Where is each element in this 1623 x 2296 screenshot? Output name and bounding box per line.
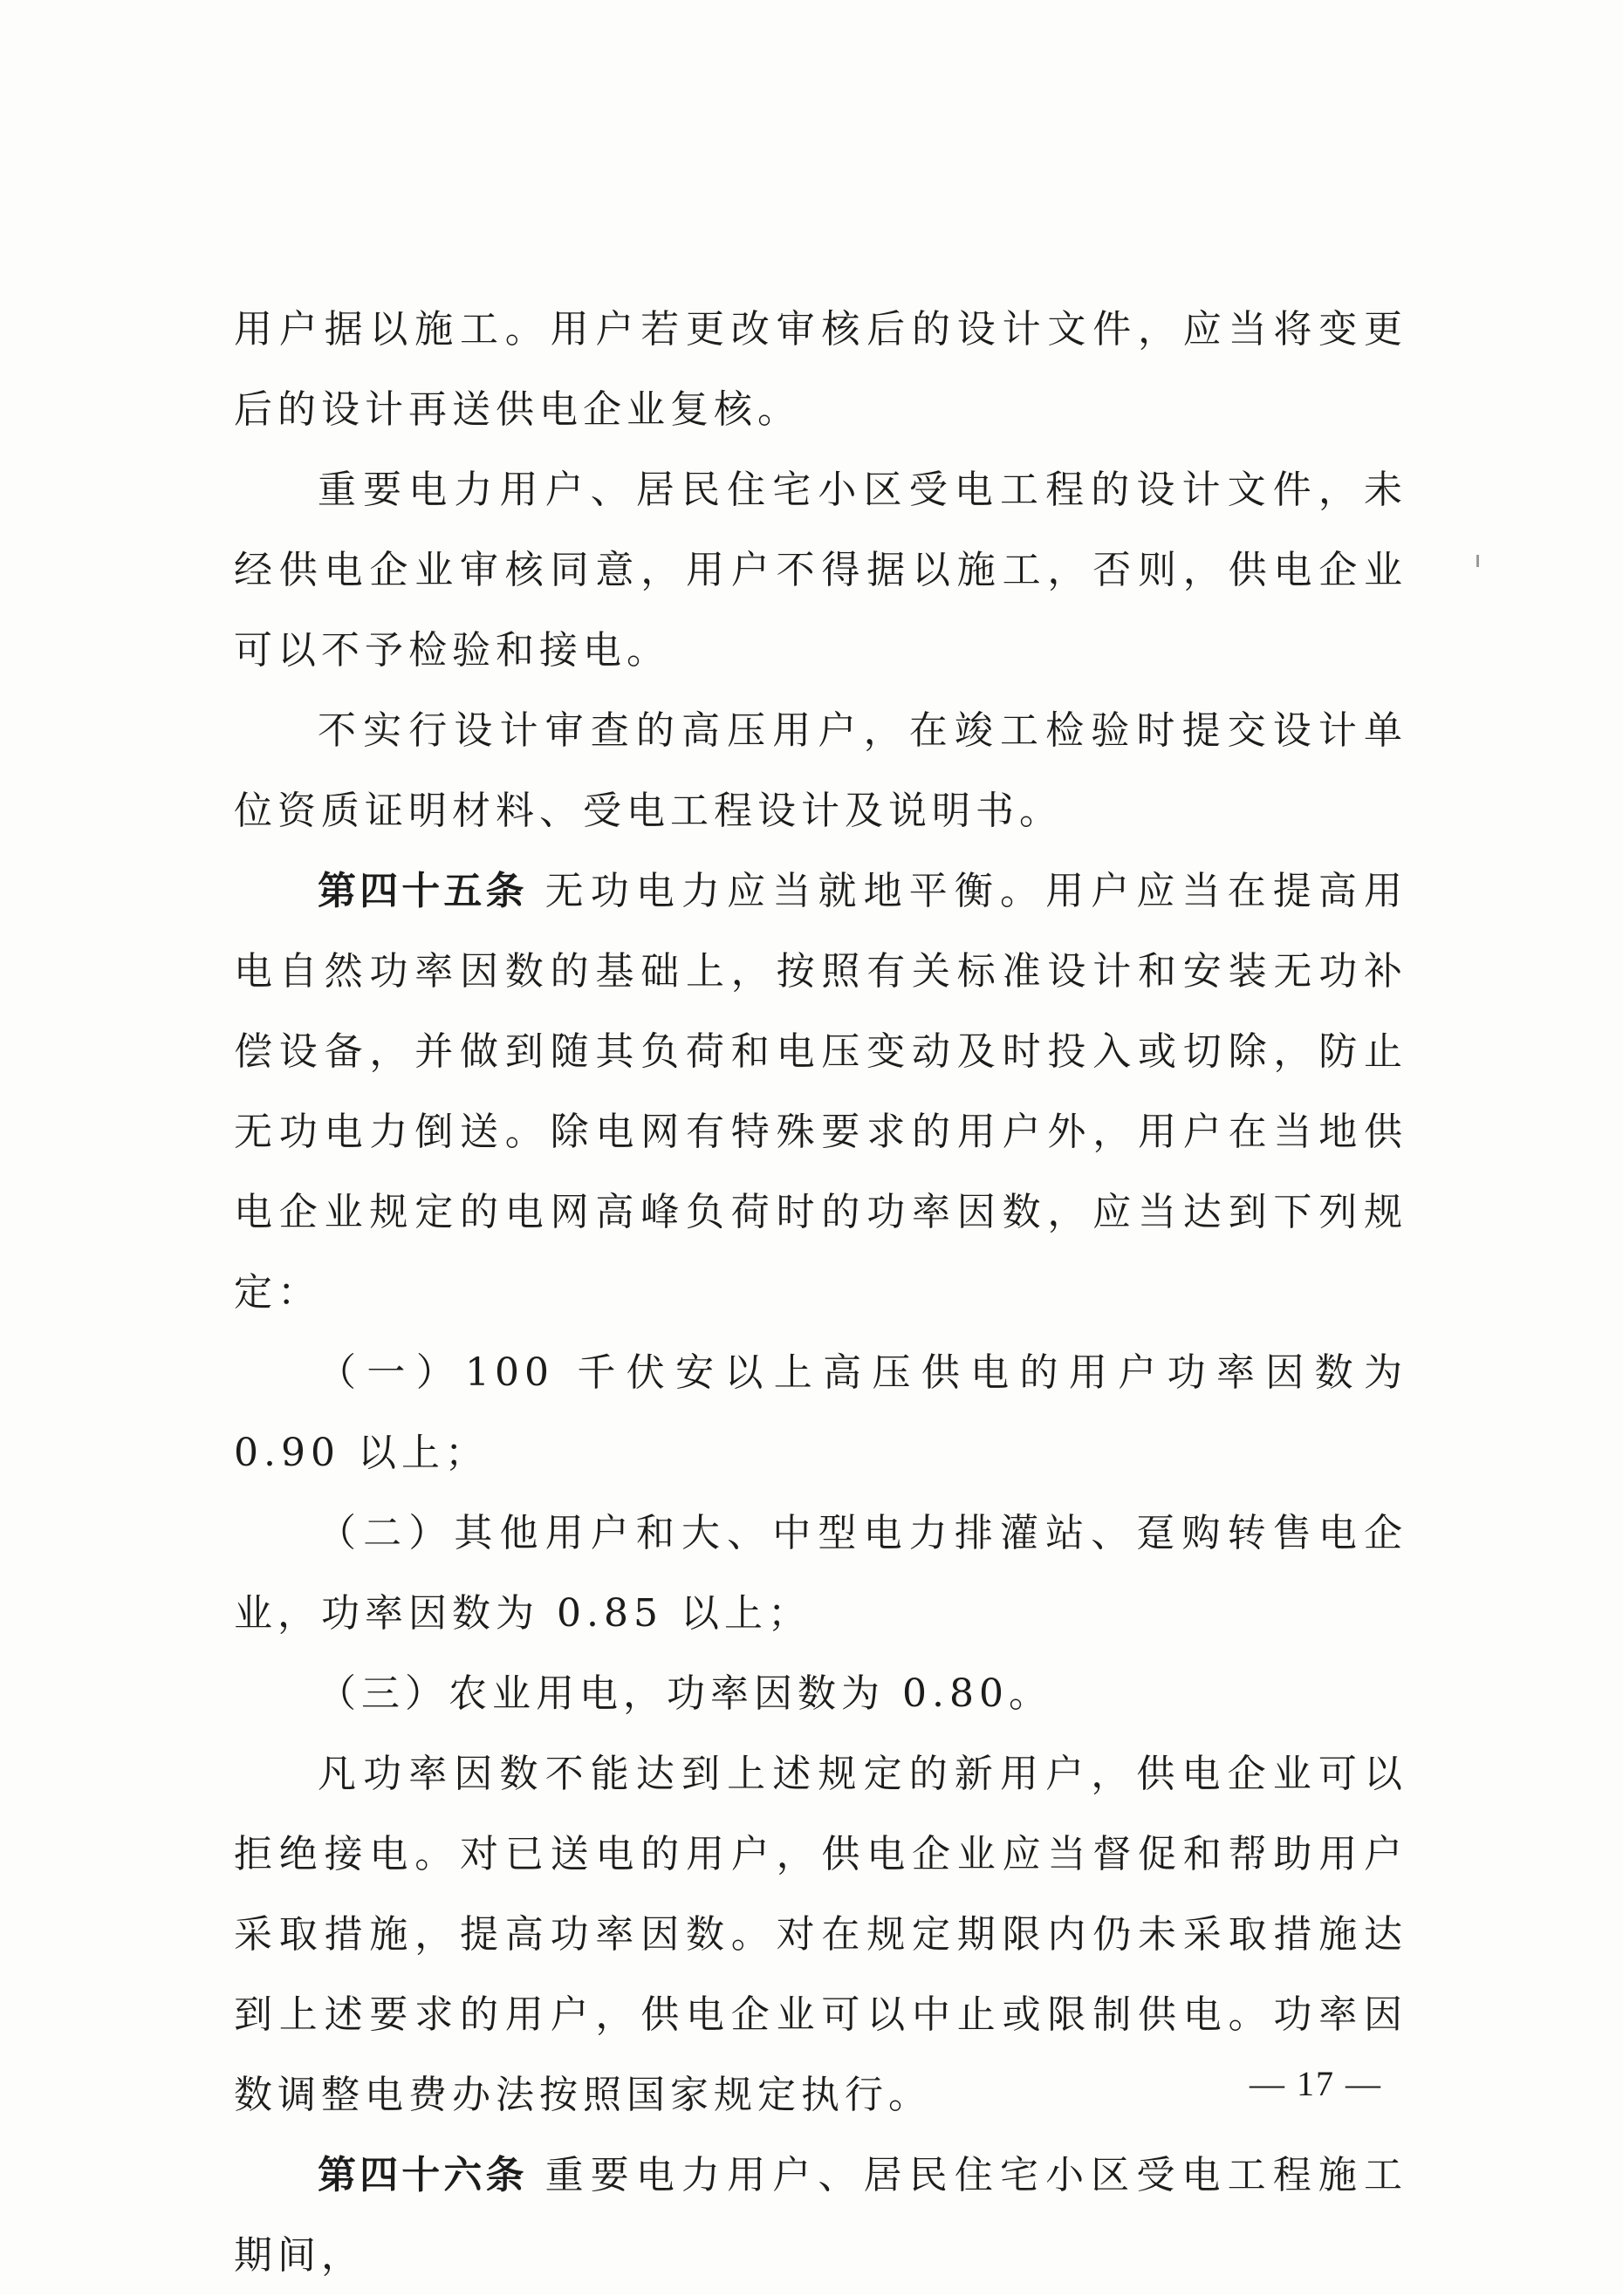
paragraph-text: （三）农业用电，功率因数为 0.80。 (318, 1671, 1052, 1716)
paragraph-text: 用户据以施工。用户若更改审核后的设计文件，应当将变更后的设计再送供电企业复核。 (234, 307, 1407, 432)
paragraph (234, 691, 1407, 851)
list-item (234, 1333, 1407, 1493)
article-paragraph (234, 2135, 1407, 2296)
paragraph (234, 450, 1407, 691)
paragraph-text: 重要电力用户、居民住宅小区受电工程施工期间， (234, 2153, 1408, 2278)
body-text (234, 290, 1407, 2296)
paragraph-text: 重要电力用户、居民住宅小区受电工程的设计文件，未经供电企业审核同意，用户不得据以施工，否则，供电企业可以不予检验和接电。 (234, 468, 1407, 673)
article-number: 第四十六条 (318, 2153, 528, 2197)
scan-artifact (1476, 555, 1479, 567)
list-item (234, 1493, 1407, 1654)
article-number: 第四十五条 (318, 869, 528, 913)
paragraph (234, 1734, 1407, 2135)
list-item (234, 1654, 1407, 1734)
paragraph-text: （二）其他用户和大、中型电力排灌站、趸购转售电企业，功率因数为 0.85 以上； (234, 1511, 1407, 1636)
paragraph-text: （一）100 千伏安以上高压供电的用户功率因数为 0.90 以上； (234, 1350, 1407, 1475)
paragraph-text: 无功电力应当就地平衡。用户应当在提高用电自然功率因数的基础上，按照有关标准设计和安装无功补偿设备，并做到随其负荷和电压变动及时投入或切除，防止无功电力倒送。除电网有特殊要求的用户外，用户在当地供电企业规定的电网高峰负荷时的功率因数，应当达到下列规定： (234, 869, 1408, 1315)
article-paragraph (234, 851, 1407, 1333)
paragraph-text: 不实行设计审查的高压用户，在竣工检验时提交设计单位资质证明材料、受电工程设计及说明书。 (234, 708, 1407, 833)
paragraph (234, 290, 1407, 450)
paragraph-text: 凡功率因数不能达到上述规定的新用户，供电企业可以拒绝接电。对已送电的用户，供电企业应当督促和帮助用户采取措施，提高功率因数。对在规定期限内仍未采取措施达到上述要求的用户，供电企业可以中止或限制供电。功率因数调整电费办法按照国家规定执行。 (234, 1752, 1407, 2117)
page-number: — 17 — (1250, 2064, 1382, 2103)
